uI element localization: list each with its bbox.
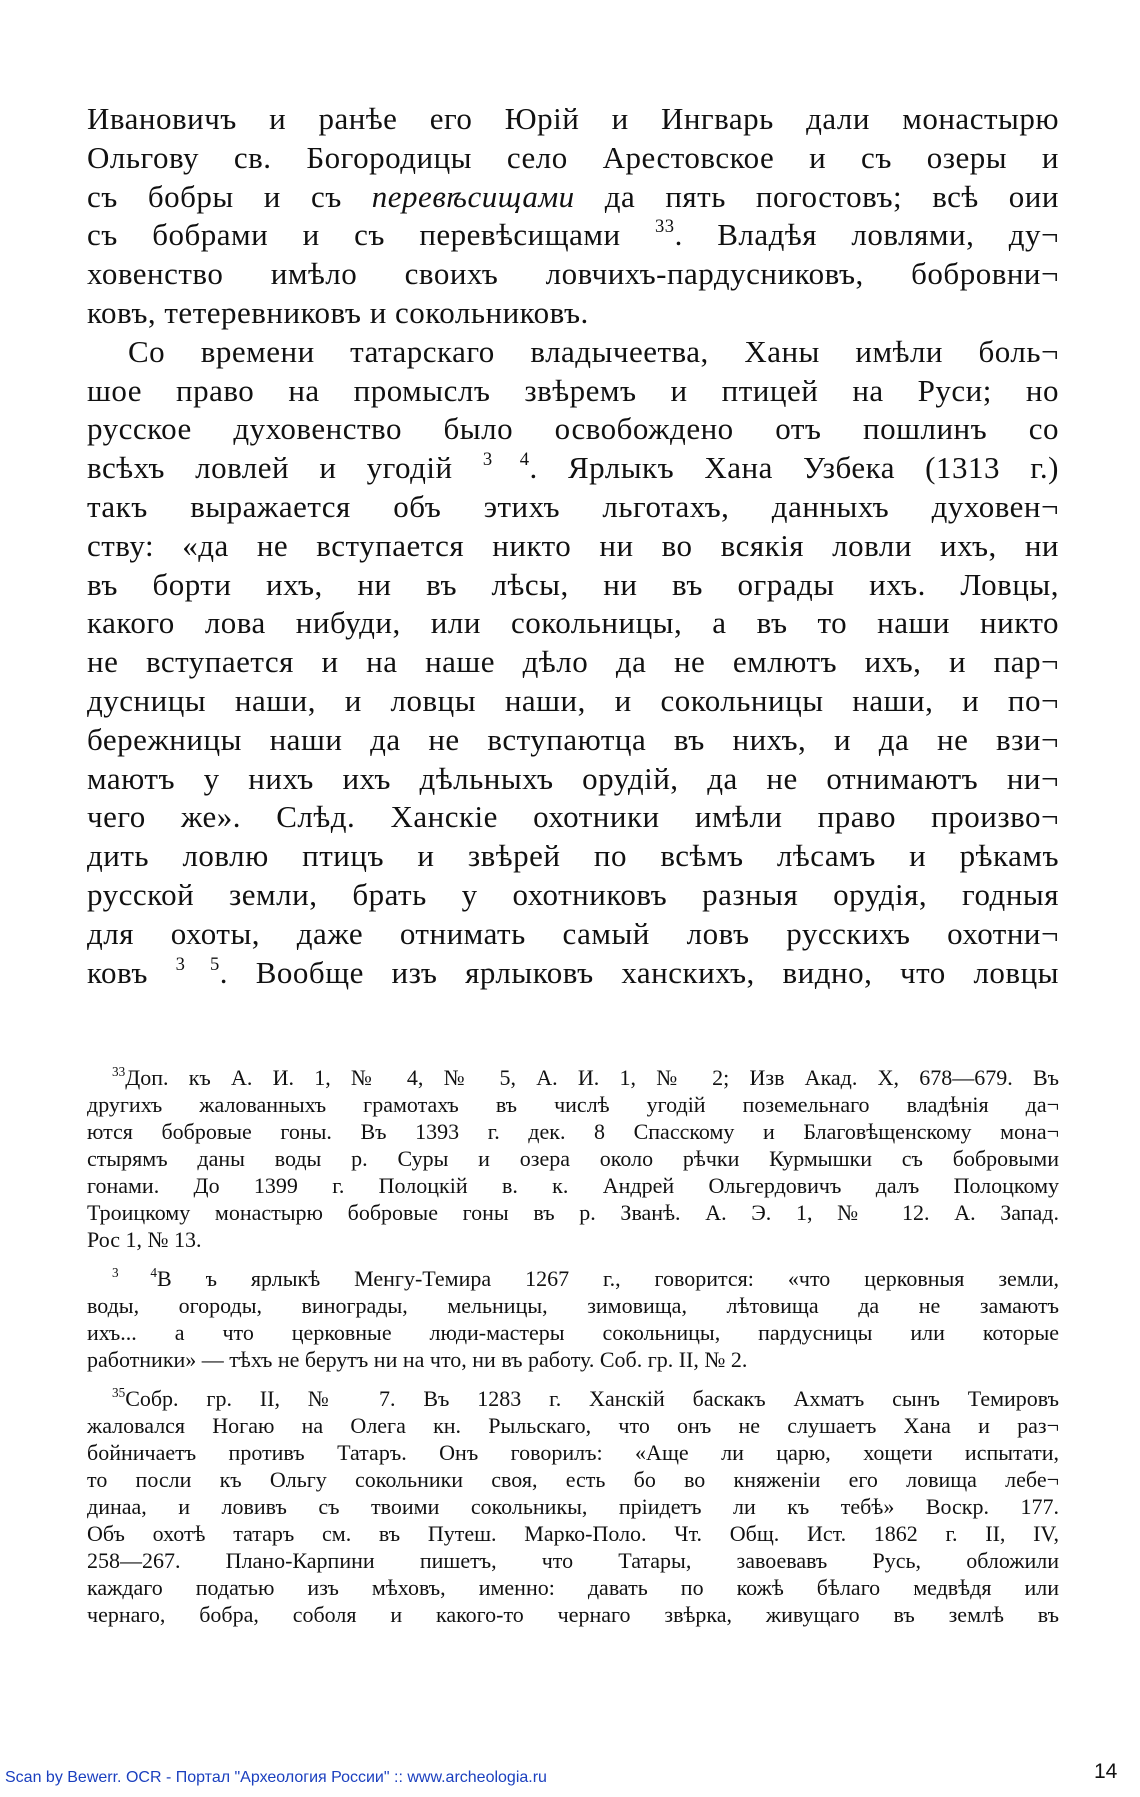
- text-line: русское духовенство было освобождено отъ пошлинъ со: [87, 411, 1059, 447]
- text-line: ковъ, тетеревниковъ и сокольниковъ.: [87, 294, 589, 330]
- text-segment: . Владѣя ловлями, ду¬: [674, 217, 1059, 253]
- scan-credit: Scan by Bewerr. OCR - Портал "Археология России" :: www.archeologia.ru: [5, 1769, 547, 1786]
- text-line: [87, 178, 1059, 217]
- text-line: ховенство имѣло своихъ ловчихъ-пардусниковъ, бобровни¬: [87, 256, 1059, 292]
- footnote-line: Троицкому монастырю бобровые гоны въ р. Званѣ. А. Э. 1, № 12. А. Запад.: [87, 1200, 1059, 1225]
- text-line: Со времени татарскаго владычеетва, Ханы имѣли боль¬: [128, 333, 1059, 369]
- text-segment: съ бобры и съ: [87, 178, 372, 214]
- footnote-ref: 33: [655, 216, 675, 238]
- footnote-ref: 3 4: [482, 449, 530, 471]
- footnote-line: воды, огороды, винограды, мельницы, зимовища, лѣтовища да не замаютъ: [87, 1293, 1059, 1318]
- text-line: Ивановичъ и ранѣе его Юрій и Ингварь дали монастырю: [87, 101, 1059, 136]
- footnote-line: работники» — тѣхъ не берутъ ни на что, ни въ работу. Соб. гр. II, № 2.: [87, 1347, 748, 1372]
- text-line: [87, 954, 1059, 993]
- text-line: такъ выражается объ этихъ льготахъ, данныхъ духовен¬: [87, 488, 1059, 524]
- footnote-number: 33: [112, 1063, 126, 1079]
- text-segment: . Ярлыкъ Хана Узбека (1313 г.): [529, 450, 1059, 486]
- text-segment: Доп. къ А. И. 1, № 4, № 5, А. И. 1, № 2; Изв Акад. X, 678—679. Въ: [125, 1065, 1059, 1090]
- footnote-number: 35: [112, 1384, 126, 1400]
- footnote-line: то посли къ Ольгу сокольники своя, есть бо во княженіи его ловища лебе¬: [87, 1467, 1059, 1492]
- text-line: [87, 216, 1059, 255]
- text-segment: съ бобрами и съ перевѣсищами: [87, 217, 655, 253]
- footnote-number: 3 4: [112, 1264, 157, 1280]
- text-line: шое право на промыслъ звѣремъ и птицей на Руси; но: [87, 372, 1059, 408]
- footnote-line: [87, 1064, 1059, 1091]
- text-segment: В ъ ярлыкѣ Менгу-Темира 1267 г., говорится: «что церковныя земли,: [156, 1266, 1059, 1291]
- text-line: не вступается и на наше дѣло да не емлютъ ихъ, и пар¬: [87, 644, 1059, 680]
- footnote-line: ихъ... а что церковные люди-мастеры сокольницы, пардусницы или которые: [87, 1320, 1059, 1345]
- text-line: какого лова нибуди, или сокольницы, а въ то наши никто: [87, 605, 1059, 641]
- text-line: въ борти ихъ, ни въ лѣсы, ни въ ограды ихъ. Ловцы,: [87, 566, 1059, 602]
- footnote-34: [87, 1265, 1059, 1373]
- main-text-block: [87, 100, 1059, 992]
- footnote-line: чернаго, бобра, соболя и какого-то чернаго звѣрка, живущаго въ землѣ въ: [87, 1602, 1059, 1627]
- text-line: для охоты, даже отнимать самый ловъ русскихъ охотни¬: [87, 915, 1059, 951]
- footnote-line: динаа, и ловивъ съ твоими сокольникы, пріидетъ ли къ тебѣ» Воскр. 177.: [87, 1494, 1059, 1519]
- footnote-line: ются бобровые гоны. Въ 1393 г. дек. 8 Спасскому и Благовѣщенскому мона¬: [87, 1119, 1059, 1144]
- footnote-line: бойничаетъ противъ Татаръ. Онъ говорилъ: «Аще ли царю, хощети испытати,: [87, 1440, 1059, 1465]
- text-line: дить ловлю птицъ и звѣрей по всѣмъ лѣсамъ и рѣкамъ: [87, 838, 1059, 874]
- footnote-line: 258—267. Плано-Карпини пишетъ, что Татары, завоевавъ Русь, обложили: [87, 1548, 1059, 1573]
- text-line: чего же». Слѣд. Ханскіе охотники имѣли право произво¬: [87, 799, 1059, 835]
- text-line: дусницы наши, и ловцы наши, и сокольницы наши, и по¬: [87, 682, 1059, 718]
- footnote-line: Объ охотѣ татаръ см. въ Путеш. Марко-Поло. Чт. Общ. Ист. 1862 г. II, IV,: [87, 1521, 1059, 1546]
- footnote-line: [87, 1265, 1059, 1292]
- text-line: [87, 449, 1059, 488]
- text-segment: ковъ: [87, 954, 176, 990]
- page-number: 14: [1094, 1760, 1118, 1783]
- text-line: бережницы наши да не вступаютца въ нихъ, и да не взи¬: [87, 721, 1059, 757]
- footnote-line: Рос 1, № 13.: [87, 1227, 202, 1252]
- footnote-line: другихъ жалованныхъ грамотахъ въ числѣ угодій поземельнаго владѣнія да¬: [87, 1092, 1059, 1117]
- text-line: маютъ у нихъ ихъ дѣльныхъ орудій, да не отнимаютъ ни¬: [87, 760, 1059, 796]
- text-segment: да пять погостовъ; всѣ оии: [574, 178, 1059, 214]
- footnote-line: жаловался Ногаю на Олега кн. Рыльскаго, что онъ не слушаетъ Хана и раз¬: [87, 1413, 1059, 1438]
- text-segment: . Вообще изъ ярлыковъ ханскихъ, видно, что ловцы: [219, 954, 1059, 990]
- footnote-line: каждаго податью изъ мѣховъ, именно: давать по кожѣ бѣлаго медвѣдя или: [87, 1575, 1059, 1600]
- footnote-33: [87, 1064, 1059, 1253]
- footnote-ref: 3 5: [175, 953, 220, 975]
- text-segment: Собр. гр. II, № 7. Въ 1283 г. Ханскій баскакъ Ахматъ сынъ Темировъ: [125, 1386, 1059, 1411]
- footnote-line: гонами. До 1399 г. Полоцкій в. к. Андрей Ольгердовичъ далъ Полоцкому: [87, 1173, 1059, 1198]
- text-line: русской земли, брать у охотниковъ разныя орудія, годныя: [87, 876, 1059, 912]
- text-line: Ольгову св. Богородицы село Арестовское и съ озеры и: [87, 139, 1059, 175]
- italic-term: перевѣсищами: [371, 178, 575, 214]
- footnotes-block: [87, 1064, 1059, 1640]
- footnote-line: стырямъ даны воды р. Суры и озера около рѣчки Курмышки съ бобровыми: [87, 1146, 1059, 1171]
- text-segment: всѣхъ ловлей и угодій: [87, 450, 483, 486]
- footnote-35: [87, 1385, 1059, 1628]
- footnote-line: [87, 1385, 1059, 1412]
- text-line: ству: «да не вступается никто ни во всякія ловли ихъ, ни: [87, 527, 1059, 563]
